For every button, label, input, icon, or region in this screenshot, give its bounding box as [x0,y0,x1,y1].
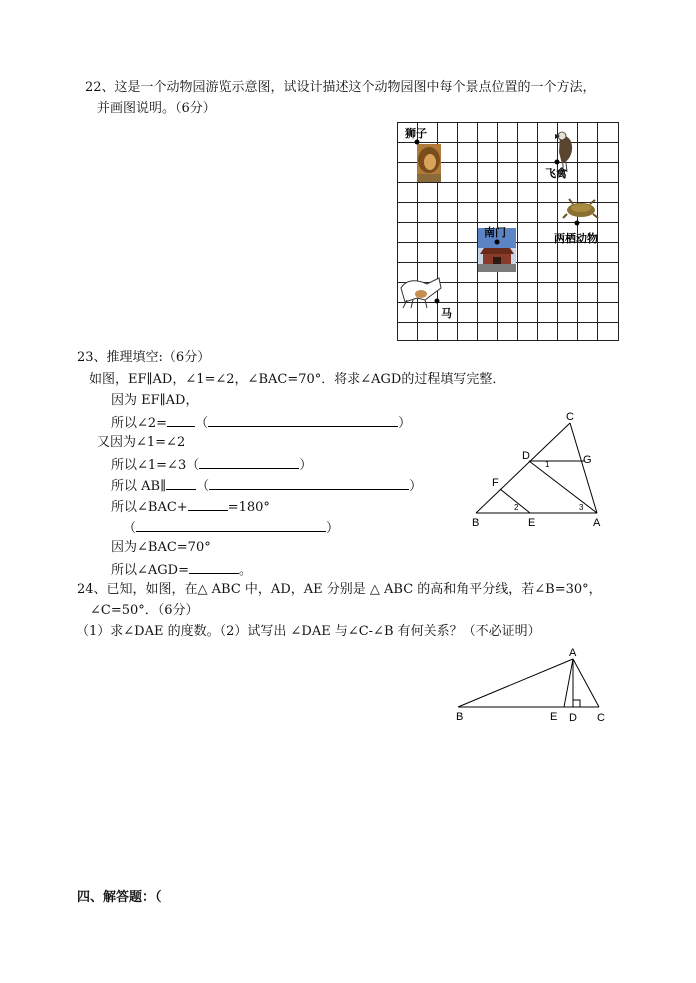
section-4-title: 四、解答题：（ [77,890,162,905]
q22-text-line2: 并画图说明。（6分） [97,101,216,116]
blank [136,519,326,532]
fig24-label-B: B [456,711,464,723]
horse-label: 马 [441,308,452,320]
blank [167,414,195,427]
q23-step-5: 所以 AB∥ （ ） [111,479,423,494]
bird-point [555,160,560,165]
q23-title: 23、推理填空:（6分） [77,350,211,365]
blank [199,456,299,469]
q24-text-line3: （1）求∠DAE 的度数。（2）试写出 ∠DAE 与∠C-∠B 有何关系？（不必证明） [76,624,541,639]
q23-step-9: 所以∠AGD= 。 [111,563,252,578]
horse-picture-icon [401,278,441,308]
blank [208,414,398,427]
fig24-label-A: A [569,647,577,659]
q23-step-4: 所以∠1=∠3（ ） [111,458,313,473]
fig-angle-1: 1 [545,460,550,469]
lion-point [415,140,420,145]
fig-angle-2: 2 [514,503,519,512]
reptile-point [575,221,580,226]
q23-figure [466,406,616,531]
q23-step-6: 所以∠BAC+ =180° [111,500,270,515]
horse-point [435,299,440,304]
reptile-picture-icon [563,199,598,218]
fig24-label-E: E [550,711,558,723]
blank [188,498,228,511]
blank [209,477,409,490]
lion-label: 狮子 [405,128,427,140]
q23-step-3: 又因为∠1=∠2 [97,435,186,450]
fig-label-G: G [583,454,592,466]
q24-text-line1: 24、已知，如图，在△ ABC 中，AD，AE 分别是 △ ABC 的高和角平分线，若∠B=30°， [77,582,602,597]
gate-label: 南门 [484,227,506,239]
fig-label-C: C [566,411,574,423]
q23-step-7: （ ） [123,521,340,536]
q23-step-2: 所以∠2= （ ） [111,416,412,431]
fig-label-E: E [528,517,536,529]
q24-text-line2: ∠C=50°．（6分） [90,603,199,618]
blank [166,477,196,490]
lion-picture-icon [417,144,441,182]
fig-angle-3: 3 [579,503,584,512]
fig-label-B: B [472,517,480,529]
fig-label-A: A [593,517,601,529]
zoo-map [397,122,619,344]
q23-step-1: 因为 EF∥AD， [111,393,199,408]
q22-text-line1: 22、这是一个动物园游览示意图，试设计描述这个动物园图中每个景点位置的一个方法， [85,80,596,95]
blank [189,561,239,574]
reptile-label: 两栖动物 [554,233,598,245]
fig-label-D: D [522,450,530,462]
q23-intro: 如图，EF∥AD，∠1=∠2，∠BAC=70°．将求∠AGD的过程填写完整． [89,372,506,387]
q23-step-8: 因为∠BAC=70° [111,540,211,555]
gate-point [495,240,500,245]
fig-label-F: F [492,477,499,489]
bird-label: 飞禽 [545,168,567,180]
fig24-label-C: C [597,712,605,724]
q24-figure [452,645,617,727]
fig24-label-D: D [569,712,577,724]
